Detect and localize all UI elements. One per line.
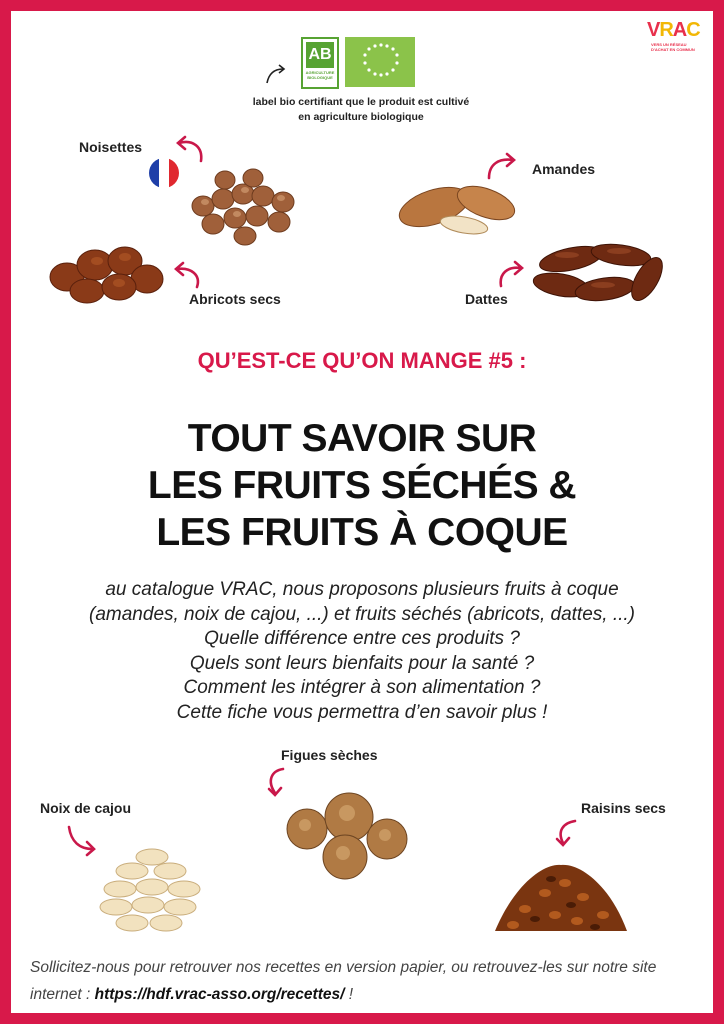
ab-logo-text: AB	[306, 42, 334, 68]
intro-line: au catalogue VRAC, nous proposons plusieurs fruits à coque	[105, 579, 619, 600]
french-flag-icon	[149, 158, 179, 188]
ab-organic-logo	[301, 37, 339, 89]
curved-arrow-icon	[173, 135, 207, 165]
label-amandes: Amandes	[532, 161, 596, 177]
arrow-to-label-icon	[263, 63, 289, 87]
ab-logo-caption: AGRICULTURE BIOLOGIQUE	[305, 70, 335, 80]
title-line1: TOUT SAVOIR SUR	[187, 417, 537, 460]
intro-line: (amandes, noix de cajou, ...) et fruits séchés (abricots, dattes, ...)	[89, 603, 635, 625]
curved-arrow-icon	[551, 817, 581, 849]
organic-label-caption	[211, 95, 511, 125]
label-dattes: Dattes	[465, 291, 508, 307]
intro-line: Quels sont leurs bienfaits pour la santé ?	[189, 652, 535, 674]
label-abricots-secs: Abricots secs	[189, 291, 281, 307]
raisins-image	[485, 853, 635, 943]
dried-apricots-image	[47, 235, 167, 307]
organic-caption-line2: en agriculture biologique	[298, 111, 424, 123]
dried-figs-image	[277, 789, 413, 881]
label-figues-seches: Figues sèches	[281, 747, 378, 763]
series-kicker: QU’EST-CE QU’ON MANGE #5 :	[197, 348, 527, 373]
almonds-image	[396, 173, 521, 238]
intro-line: Cette fiche vous permettra d’en savoir plus !	[176, 701, 548, 723]
vrac-logo-tagline: VERS UN RÉSEAU D'ACHAT EN COMMUN	[651, 42, 695, 52]
recipes-link[interactable]: https://hdf.vrac-asso.org/recettes/	[94, 986, 345, 1003]
intro-line: Comment les intégrer à son alimentation ?	[183, 677, 541, 698]
footer-note	[30, 954, 700, 1008]
intro-paragraph	[11, 578, 713, 725]
footer-text: Sollicitez-nous pour retrouver nos recettes en version papier, ou retrouvez-les sur notre site internet :	[30, 959, 657, 1003]
cashews-image	[96, 837, 208, 937]
eu-organic-leaf-logo	[345, 37, 415, 87]
title-line2: LES FRUITS SÉCHÉS &	[147, 464, 577, 507]
organic-caption-line1: label bio certifiant que le produit est cultivé	[252, 96, 470, 108]
curved-arrow-icon	[495, 260, 529, 290]
title-line3: LES FRUITS À COQUE	[156, 511, 568, 554]
intro-line: Quelle différence entre ces produits ?	[204, 628, 520, 649]
curved-arrow-icon	[65, 823, 99, 857]
label-noisettes: Noisettes	[79, 139, 143, 155]
hazelnuts-image	[183, 166, 305, 246]
label-noix-de-cajou: Noix de cajou	[40, 800, 132, 816]
vrac-logo: VRAC	[647, 19, 700, 41]
curved-arrow-icon	[171, 261, 205, 291]
dates-image	[531, 231, 677, 315]
poster	[11, 11, 713, 1013]
page-title	[11, 415, 713, 556]
label-raisins-secs: Raisins secs	[581, 800, 666, 816]
footer-end: !	[344, 986, 354, 1003]
